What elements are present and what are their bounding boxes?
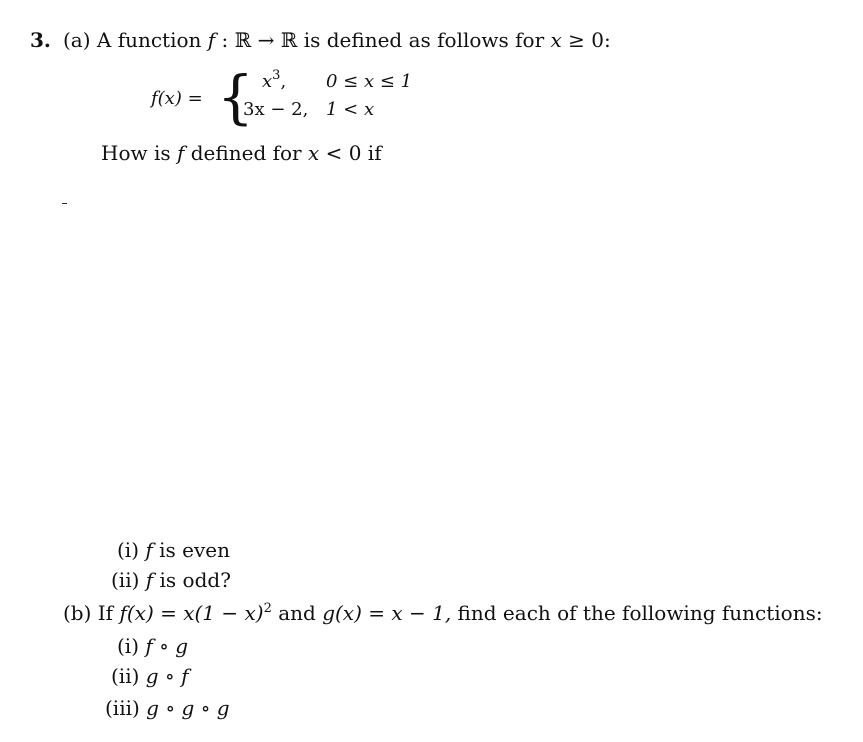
definition-lhs: f(x) =: [151, 88, 203, 109]
subpart-label: (i): [117, 634, 140, 658]
f-definition-exponent: 2: [263, 601, 272, 616]
part-a-text-pre: A function: [96, 28, 202, 52]
part-b-subpart-2: [111, 666, 189, 686]
part-a-var: x: [550, 28, 562, 52]
part-b-subpart-3: [105, 698, 230, 718]
question-pre: How is: [101, 141, 171, 165]
subpart-func: f: [145, 568, 154, 592]
subpart-expression: g ∘ g ∘ g: [146, 696, 230, 720]
subpart-label: (ii): [111, 568, 140, 592]
part-b-subpart-1: [117, 636, 188, 656]
subpart-label: (iii): [105, 696, 140, 720]
subpart-expression: g ∘ f: [145, 664, 189, 688]
case-1-exponent: 3: [272, 68, 281, 83]
part-b-header: [63, 603, 823, 623]
case-1-base: x: [262, 71, 273, 92]
part-a-mapping: : ℝ → ℝ: [221, 28, 298, 52]
subpart-text: is even: [159, 538, 231, 562]
subpart-text: is odd?: [159, 568, 231, 592]
part-b-text-if: If: [97, 601, 114, 625]
part-a-label: (a): [63, 28, 91, 52]
case-1-condition: 0 ≤ x ≤ 1: [326, 71, 413, 92]
part-b-text-tail: find each of the following functions:: [457, 601, 823, 625]
stray-mark: [62, 203, 67, 204]
question-func: f: [176, 141, 185, 165]
piecewise-brace: {: [217, 63, 254, 131]
f-definition-text: f(x) = x(1 − x): [119, 601, 264, 625]
part-b-f-definition: [119, 601, 271, 625]
part-a-text-mid: is defined as follows for: [303, 28, 545, 52]
part-b-text-and: and: [278, 601, 316, 625]
subpart-func: f: [145, 538, 153, 562]
part-a-subpart-1: [117, 540, 230, 560]
part-a-func-name: f: [207, 28, 216, 52]
question-cond: < 0 if: [325, 141, 382, 165]
subpart-label: (i): [117, 538, 140, 562]
question-mid: defined for: [190, 141, 302, 165]
question-var: x: [307, 141, 320, 165]
subpart-label: (ii): [111, 664, 140, 688]
part-b-label: (b): [63, 601, 92, 625]
case-2-condition: 1 < x: [326, 99, 375, 120]
part-a-condition: ≥ 0:: [568, 28, 611, 52]
case-1-comma: ,: [280, 71, 287, 92]
part-a-subpart-2: [111, 570, 231, 590]
part-a-question: [101, 143, 382, 163]
part-a-header: [63, 30, 611, 50]
question-number: 3.: [30, 28, 51, 52]
case-2-expression: 3x − 2,: [243, 99, 309, 120]
part-b-g-definition: g(x) = x − 1,: [322, 601, 452, 625]
subpart-expression: f ∘ g: [145, 634, 189, 658]
case-1-expression: [262, 68, 287, 92]
